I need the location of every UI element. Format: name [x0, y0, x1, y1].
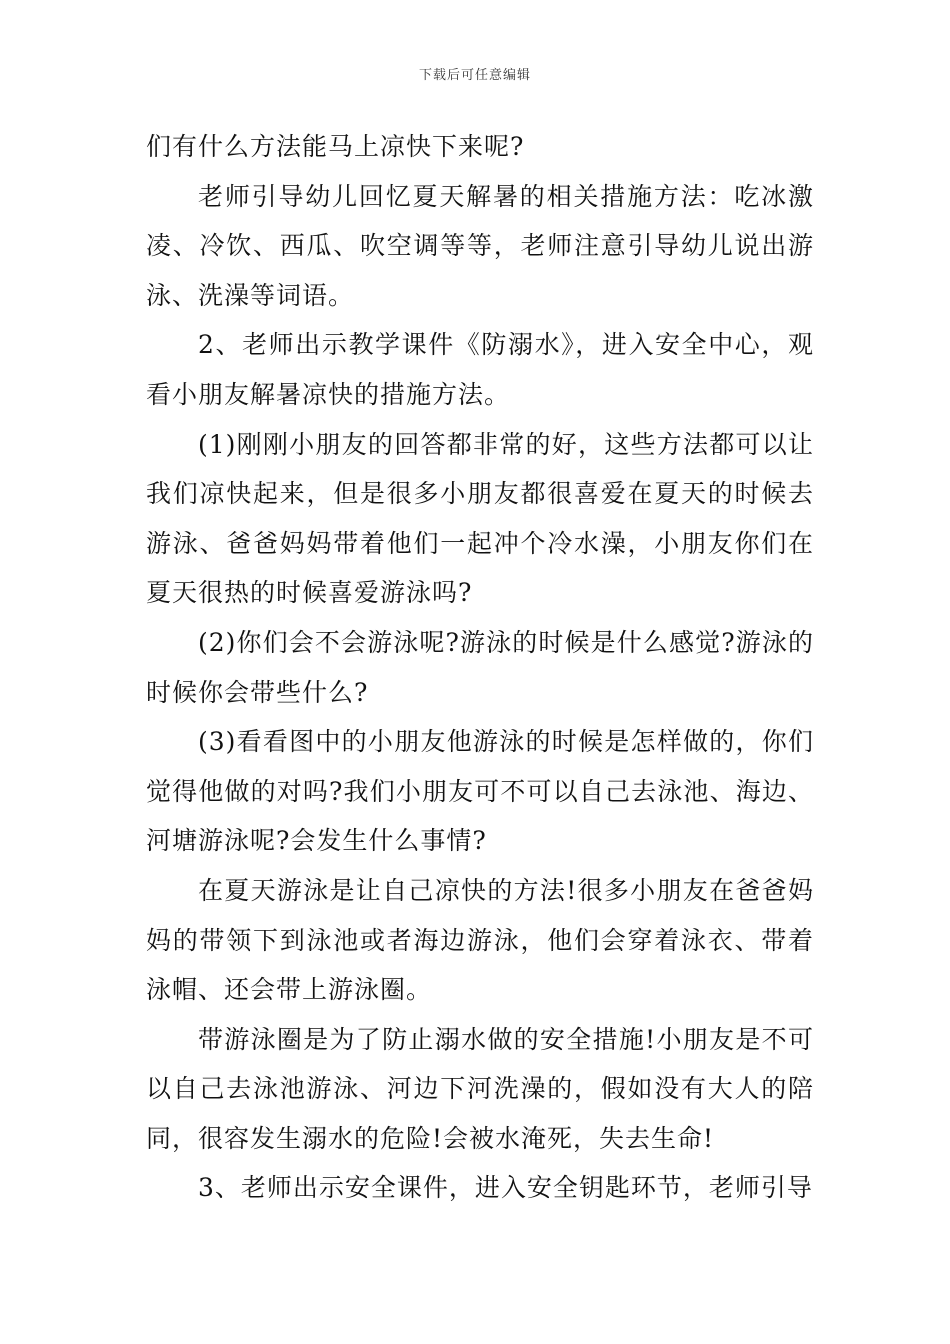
paragraph-1: 们有什么方法能马上凉快下来呢? [146, 132, 525, 161]
paragraph-7: 在夏天游泳是让自己凉快的方法!很多小朋友在爸爸妈妈的带领下到泳池或者海边游泳，他们会穿着泳衣、带着泳帽、还会带上游泳圈。 [146, 875, 814, 1005]
page-header-note: 下载后可任意编辑 [418, 68, 531, 83]
paragraph-6: (3)看看图中的小朋友他游泳的时候是怎样做的，你们觉得他做的对吗?我们小朋友可不可以自己去泳池、海边、河塘游泳呢?会发生什么事情? [146, 727, 814, 856]
paragraph-4: (1)刚刚小朋友的回答都非常的好，这些方法都可以让我们凉快起来，但是很多小朋友都很喜爱在夏天的时候去游泳、爸爸妈妈带着他们一起冲个冷水澡，小朋友你们在夏天很热的时候喜爱游泳吗? [146, 429, 814, 608]
paragraph-8: 带游泳圈是为了防止溺水做的安全措施!小朋友是不可以自己去泳池游泳、河边下河洗澡的，假如没有大人的陪同，很容发生溺水的危险!会被水淹死，失去生命! [146, 1024, 814, 1153]
paragraph-2: 老师引导幼儿回忆夏天解暑的相关措施方法：吃冰激凌、冷饮、西瓜、吹空调等等，老师注意引导幼儿说出游泳、洗澡等词语。 [146, 181, 814, 310]
paragraph-9: 3、老师出示安全课件，进入安全钥匙环节，老师引导 [198, 1173, 813, 1203]
paragraph-5: (2)你们会不会游泳呢?游泳的时候是什么感觉?游泳的时候你会带些什么? [146, 627, 814, 707]
document-body [146, 122, 814, 1213]
paragraph-3: 2、老师出示教学课件《防溺水》，进入安全中心，观看小朋友解暑凉快的措施方法。 [146, 330, 814, 409]
